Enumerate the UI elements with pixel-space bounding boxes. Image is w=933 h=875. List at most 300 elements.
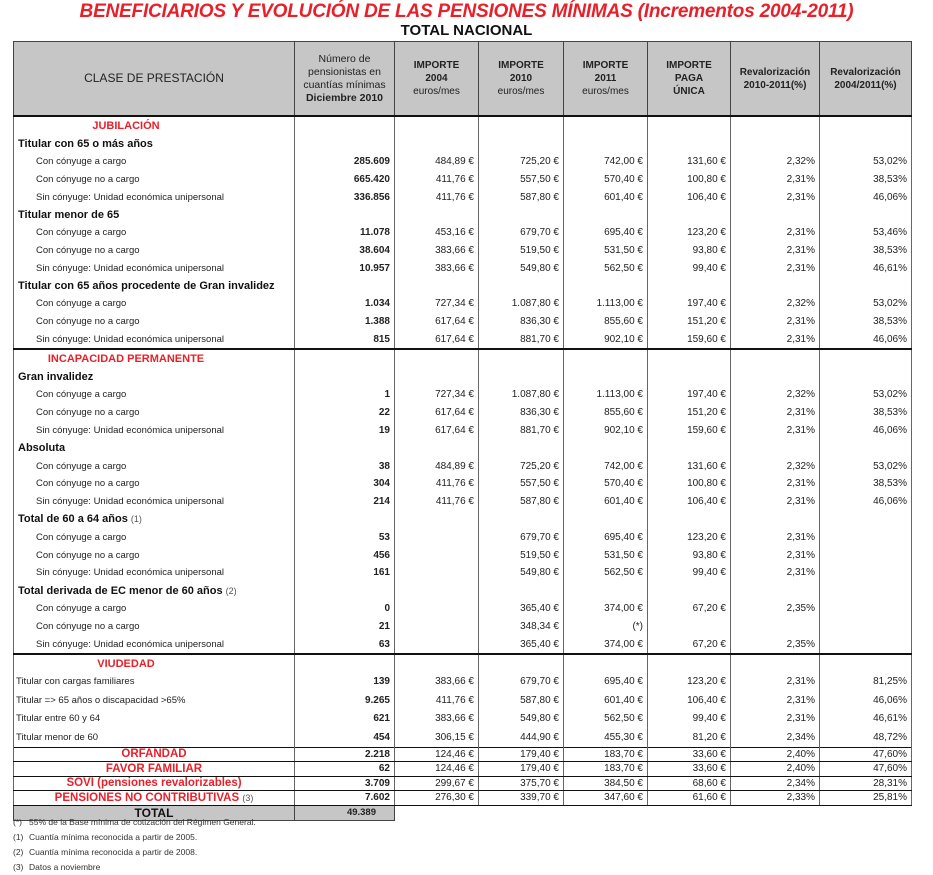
cell-paga: 68,60 € [648,776,731,791]
row-label: Con cónyuge no a cargo [14,242,295,260]
cell-i2004: 383,66 € [395,259,479,277]
section-viudedad-label: VIUDEDAD [14,654,295,673]
cell-num: 38.604 [295,242,395,260]
cell-i2010: 679,70 € [479,224,564,242]
cell-num: 0 [295,600,395,618]
cell-i2011: 570,40 € [564,170,648,188]
group-heading-label: Titular menor de 65 [14,206,295,224]
cell-i2011: 374,00 € [564,635,648,654]
cell-i2010: 725,20 € [479,153,564,171]
cell-num: 21 [295,617,395,635]
cell-i2010: 549,80 € [479,564,564,582]
cell-i2004 [395,564,479,582]
table-row [14,475,912,493]
cell-i2004: 453,16 € [395,224,479,242]
cell-paga: 67,20 € [648,600,731,618]
cell-rev1: 2,31% [731,546,820,564]
group-heading [14,135,912,153]
cell-num: 10.957 [295,259,395,277]
cell-rev1: 2,31% [731,493,820,511]
table-row [14,691,912,710]
cell-i2010: 375,70 € [479,776,564,791]
table-row [14,791,912,806]
cell-i2011: 695,40 € [564,224,648,242]
cell-rev1: 2,31% [731,224,820,242]
row-label: Con cónyuge no a cargo [14,475,295,493]
row-label: Con cónyuge no a cargo [14,617,295,635]
row-label: Con cónyuge no a cargo [14,313,295,331]
cell-rev1: 2,31% [731,710,820,729]
cell-rev2: 53,02% [820,386,912,404]
cell-rev2: 46,06% [820,188,912,206]
cell-i2011: 742,00 € [564,457,648,475]
cell-paga: 100,80 € [648,170,731,188]
footnote: (3) Datos a noviembre [13,862,101,872]
cell-rev1: 2,31% [731,564,820,582]
cell-i2010: 881,70 € [479,331,564,350]
row-label: Titular con cargas familiares [14,673,295,692]
cell-i2010: 519,50 € [479,242,564,260]
header-revalorizacion-2010-2011: Revalorización 2010-2011(%) [731,42,820,117]
cell-paga: 106,40 € [648,493,731,511]
cell-i2011: 695,40 € [564,528,648,546]
footnote-ref: (2) [225,585,237,596]
cell-paga: 123,20 € [648,673,731,692]
cell-rev1: 2,31% [731,475,820,493]
cell-paga: 197,40 € [648,295,731,313]
cell-paga: 151,20 € [648,404,731,422]
cell-i2011: 855,60 € [564,313,648,331]
cell-i2004: 411,76 € [395,188,479,206]
row-label: Sin cónyuge: Unidad económica unipersonal [14,422,295,440]
row-label: Con cónyuge a cargo [14,295,295,313]
cell-rev2: 38,53% [820,475,912,493]
group-heading-label: Titular con 65 o más años [14,135,295,153]
cell-paga: 81,20 € [648,728,731,747]
footnote: (2) Cuantía mínima reconocida a partir de 2008. [13,847,198,857]
cell-paga: 99,40 € [648,710,731,729]
footnote: (*) 55% de la Base mínima de cotización del Régimen General. [13,817,256,827]
cell-paga: 159,60 € [648,422,731,440]
row-label: Con cónyuge no a cargo [14,170,295,188]
cell-num: 7.602 [295,791,395,806]
row-label: Con cónyuge no a cargo [14,404,295,422]
table-header-row [14,42,912,117]
cell-i2011: 695,40 € [564,673,648,692]
cell-rev2: 38,53% [820,313,912,331]
cell-i2011: 601,40 € [564,691,648,710]
cell-i2010: 519,50 € [479,546,564,564]
cell-i2010: 365,40 € [479,600,564,618]
cell-i2011: 562,50 € [564,259,648,277]
cell-paga: 123,20 € [648,528,731,546]
section-jubilacion-label: JUBILACIÓN [14,116,295,135]
cell-num: 62 [295,762,395,777]
row-label: Con cónyuge no a cargo [14,546,295,564]
cell-rev1: 2,31% [731,242,820,260]
row-label: Con cónyuge a cargo [14,224,295,242]
cell-rev2: 38,53% [820,404,912,422]
row-label: Sin cónyuge: Unidad económica unipersonal [14,331,295,350]
cell-num: 304 [295,475,395,493]
cell-rev1: 2,40% [731,747,820,762]
cell-i2010: 679,70 € [479,528,564,546]
cell-i2011: (*) [564,617,648,635]
cell-rev2: 53,02% [820,457,912,475]
cell-rev2 [820,617,912,635]
cell-i2011: 531,50 € [564,546,648,564]
table-row [14,422,912,440]
table-row [14,747,912,762]
header-importe-2010: IMPORTE 2010 euros/mes [479,42,564,117]
cell-num: 11.078 [295,224,395,242]
cell-i2010: 587,80 € [479,691,564,710]
row-label: Titular => 65 años o discapacidad >65% [14,691,295,710]
cell-num: 1.034 [295,295,395,313]
cell-i2010: 179,40 € [479,762,564,777]
cell-rev2: 46,61% [820,710,912,729]
cell-i2004: 306,15 € [395,728,479,747]
cell-i2011: 347,60 € [564,791,648,806]
cell-i2011: 601,40 € [564,493,648,511]
cell-rev1: 2,35% [731,600,820,618]
cell-paga: 123,20 € [648,224,731,242]
cell-i2004 [395,635,479,654]
table-row [14,242,912,260]
total-value: 49.389 [295,805,395,820]
table-row [14,170,912,188]
row-label: Sin cónyuge: Unidad económica unipersonal [14,259,295,277]
cell-i2010: 339,70 € [479,791,564,806]
document-title: BENEFICIARIOS Y EVOLUCIÓN DE LAS PENSIONES MÍNIMAS (Incrementos 2004-2011) [79,1,854,22]
cell-paga: 93,80 € [648,546,731,564]
cell-rev1: 2,32% [731,153,820,171]
cell-rev2 [820,635,912,654]
cell-i2004 [395,600,479,618]
table-row [14,224,912,242]
cell-rev2: 46,06% [820,691,912,710]
cell-i2004: 383,66 € [395,673,479,692]
table-row [14,564,912,582]
section-jubilacion [14,116,912,135]
cell-rev2: 47,60% [820,747,912,762]
cell-num: 161 [295,564,395,582]
cell-rev1: 2,33% [731,791,820,806]
cell-i2004: 383,66 € [395,242,479,260]
cell-i2011: 455,30 € [564,728,648,747]
cell-num: 139 [295,673,395,692]
cell-paga: 106,40 € [648,188,731,206]
footnotes [13,815,256,875]
row-label: Con cónyuge a cargo [14,457,295,475]
cell-i2010: 587,80 € [479,188,564,206]
table-row [14,710,912,729]
cell-num: 456 [295,546,395,564]
cell-rev2: 25,81% [820,791,912,806]
footnote-ref: (3) [242,792,254,803]
group-heading [14,277,912,295]
cell-rev1: 2,31% [731,691,820,710]
header-paga-unica: IMPORTE PAGA ÚNICA [648,42,731,117]
cell-num: 1 [295,386,395,404]
table-row [14,762,912,777]
cell-i2011: 562,50 € [564,564,648,582]
cell-paga: 61,60 € [648,791,731,806]
table-row [14,546,912,564]
cell-rev2 [820,564,912,582]
cell-rev1: 2,32% [731,386,820,404]
cell-num: 22 [295,404,395,422]
cell-rev2: 28,31% [820,776,912,791]
cell-i2011: 531,50 € [564,242,648,260]
cell-rev2: 46,06% [820,331,912,350]
cell-i2011: 562,50 € [564,710,648,729]
cell-i2004: 383,66 € [395,710,479,729]
table-row [14,617,912,635]
row-label: SOVI (pensiones revalorizables) [14,776,295,791]
cell-i2004: 124,46 € [395,762,479,777]
group-heading-label: Total de 60 a 64 años (1) [14,511,295,529]
cell-rev2 [820,546,912,564]
cell-rev2: 53,46% [820,224,912,242]
cell-paga [648,617,731,635]
cell-num: 38 [295,457,395,475]
cell-rev1: 2,31% [731,259,820,277]
group-heading-label: Gran invalidez [14,368,295,386]
cell-i2010: 836,30 € [479,313,564,331]
cell-i2004: 484,89 € [395,153,479,171]
cell-paga: 93,80 € [648,242,731,260]
header-importe-2011: IMPORTE 2011 euros/mes [564,42,648,117]
row-label: Sin cónyuge: Unidad económica unipersonal [14,188,295,206]
cell-rev2: 38,53% [820,170,912,188]
table-row [14,600,912,618]
group-heading-label: Absoluta [14,439,295,457]
pensions-table [13,41,912,821]
cell-i2011: 384,50 € [564,776,648,791]
cell-paga: 99,40 € [648,259,731,277]
cell-num: 665.420 [295,170,395,188]
row-label: Con cónyuge a cargo [14,153,295,171]
cell-rev2 [820,600,912,618]
cell-i2011: 1.113,00 € [564,295,648,313]
cell-i2004 [395,528,479,546]
row-label: PENSIONES NO CONTRIBUTIVAS (3) [14,791,295,806]
table-row [14,776,912,791]
row-label: Con cónyuge a cargo [14,386,295,404]
cell-num: 63 [295,635,395,654]
cell-i2011: 902,10 € [564,331,648,350]
group-heading [14,582,912,600]
cell-i2010: 179,40 € [479,747,564,762]
cell-i2010: 557,50 € [479,475,564,493]
cell-rev1: 2,31% [731,170,820,188]
cell-rev2: 81,25% [820,673,912,692]
cell-paga: 100,80 € [648,475,731,493]
cell-i2004: 299,67 € [395,776,479,791]
group-heading [14,439,912,457]
table-row [14,635,912,654]
row-label: Sin cónyuge: Unidad económica unipersonal [14,635,295,654]
cell-i2004: 617,64 € [395,313,479,331]
table-body [14,116,912,820]
cell-i2010: 549,80 € [479,710,564,729]
table-row [14,259,912,277]
cell-num: 3.709 [295,776,395,791]
section-incapacidad [14,349,912,368]
cell-rev1: 2,31% [731,673,820,692]
cell-rev1: 2,32% [731,457,820,475]
row-label: Sin cónyuge: Unidad económica unipersonal [14,564,295,582]
cell-i2011: 902,10 € [564,422,648,440]
cell-rev1: 2,31% [731,188,820,206]
cell-paga: 99,40 € [648,564,731,582]
cell-num: 454 [295,728,395,747]
row-label: Titular menor de 60 [14,728,295,747]
cell-rev1: 2,31% [731,528,820,546]
row-label: Sin cónyuge: Unidad económica unipersonal [14,493,295,511]
cell-i2010: 1.087,80 € [479,386,564,404]
cell-rev2: 53,02% [820,153,912,171]
cell-i2010: 348,34 € [479,617,564,635]
table-row [14,404,912,422]
cell-i2010: 365,40 € [479,635,564,654]
cell-i2004 [395,617,479,635]
header-numero: Número de pensionistas en cuantías mínimas Diciembre 2010 [295,42,395,117]
section-incapacidad-label: INCAPACIDAD PERMANENTE [14,349,295,368]
cell-i2004: 411,76 € [395,475,479,493]
row-label: ORFANDAD [14,747,295,762]
group-heading [14,368,912,386]
cell-paga: 131,60 € [648,457,731,475]
table-row [14,673,912,692]
cell-i2010: 1.087,80 € [479,295,564,313]
cell-paga: 159,60 € [648,331,731,350]
cell-paga: 33,60 € [648,762,731,777]
cell-rev1: 2,31% [731,404,820,422]
cell-paga: 131,60 € [648,153,731,171]
cell-i2004: 124,46 € [395,747,479,762]
cell-i2011: 1.113,00 € [564,386,648,404]
footnote: (1) Cuantía mínima reconocida a partir de 2005. [13,832,198,842]
table-row [14,313,912,331]
cell-rev2: 47,60% [820,762,912,777]
table-row [14,188,912,206]
cell-i2010: 679,70 € [479,673,564,692]
cell-rev2 [820,528,912,546]
cell-paga: 33,60 € [648,747,731,762]
cell-i2004: 727,34 € [395,386,479,404]
cell-i2004: 411,76 € [395,493,479,511]
row-label: Con cónyuge a cargo [14,600,295,618]
table-row [14,528,912,546]
cell-i2004: 727,34 € [395,295,479,313]
document-subtitle: TOTAL NACIONAL [400,22,533,39]
cell-rev2: 46,61% [820,259,912,277]
cell-rev1: 2,34% [731,728,820,747]
cell-i2004: 617,64 € [395,404,479,422]
cell-i2010: 549,80 € [479,259,564,277]
cell-i2010: 836,30 € [479,404,564,422]
cell-rev1: 2,40% [731,762,820,777]
cell-rev2: 46,06% [820,422,912,440]
table-row [14,493,912,511]
cell-i2010: 725,20 € [479,457,564,475]
cell-rev1: 2,35% [731,635,820,654]
header-importe-2004: IMPORTE 2004 euros/mes [395,42,479,117]
cell-i2011: 183,70 € [564,747,648,762]
group-heading-label: Total derivada de EC menor de 60 años (2) [14,582,295,600]
cell-i2011: 742,00 € [564,153,648,171]
cell-i2010: 587,80 € [479,493,564,511]
cell-i2004: 411,76 € [395,691,479,710]
cell-rev1: 2,32% [731,295,820,313]
cell-i2011: 855,60 € [564,404,648,422]
table-row [14,386,912,404]
table-row [14,295,912,313]
cell-i2011: 601,40 € [564,188,648,206]
header-revalorizacion-2004-2011: Revalorización 2004/2011(%) [820,42,912,117]
cell-num: 53 [295,528,395,546]
footnote-ref: (1) [130,514,142,525]
cell-rev1: 2,31% [731,331,820,350]
total-label: TOTAL [14,805,295,820]
cell-num: 815 [295,331,395,350]
cell-i2004: 617,64 € [395,422,479,440]
cell-rev1: 2,31% [731,313,820,331]
section-viudedad [14,654,912,673]
table-row [14,728,912,747]
cell-i2004: 411,76 € [395,170,479,188]
cell-num: 1.388 [295,313,395,331]
cell-i2004: 484,89 € [395,457,479,475]
row-label: Titular entre 60 y 64 [14,710,295,729]
cell-i2004 [395,546,479,564]
cell-i2010: 881,70 € [479,422,564,440]
cell-paga: 197,40 € [648,386,731,404]
table-row [14,457,912,475]
cell-num: 9.265 [295,691,395,710]
cell-rev1: 2,31% [731,422,820,440]
cell-i2011: 183,70 € [564,762,648,777]
cell-num: 336.856 [295,188,395,206]
cell-i2011: 374,00 € [564,600,648,618]
cell-num: 2.218 [295,747,395,762]
cell-rev2: 48,72% [820,728,912,747]
cell-rev1 [731,617,820,635]
group-heading [14,206,912,224]
cell-rev2: 38,53% [820,242,912,260]
cell-i2011: 570,40 € [564,475,648,493]
row-label: FAVOR FAMILIAR [14,762,295,777]
cell-i2010: 557,50 € [479,170,564,188]
row-label: Con cónyuge a cargo [14,528,295,546]
cell-num: 19 [295,422,395,440]
cell-num: 285.609 [295,153,395,171]
cell-paga: 67,20 € [648,635,731,654]
header-clase: CLASE DE PRESTACIÓN [14,42,295,117]
cell-num: 621 [295,710,395,729]
cell-i2004: 617,64 € [395,331,479,350]
group-heading-label: Titular con 65 años procedente de Gran invalidez [14,277,295,295]
cell-rev2: 46,06% [820,493,912,511]
table-row [14,331,912,350]
cell-i2010: 444,90 € [479,728,564,747]
cell-rev2: 53,02% [820,295,912,313]
cell-rev1: 2,34% [731,776,820,791]
cell-i2004: 276,30 € [395,791,479,806]
cell-num: 214 [295,493,395,511]
